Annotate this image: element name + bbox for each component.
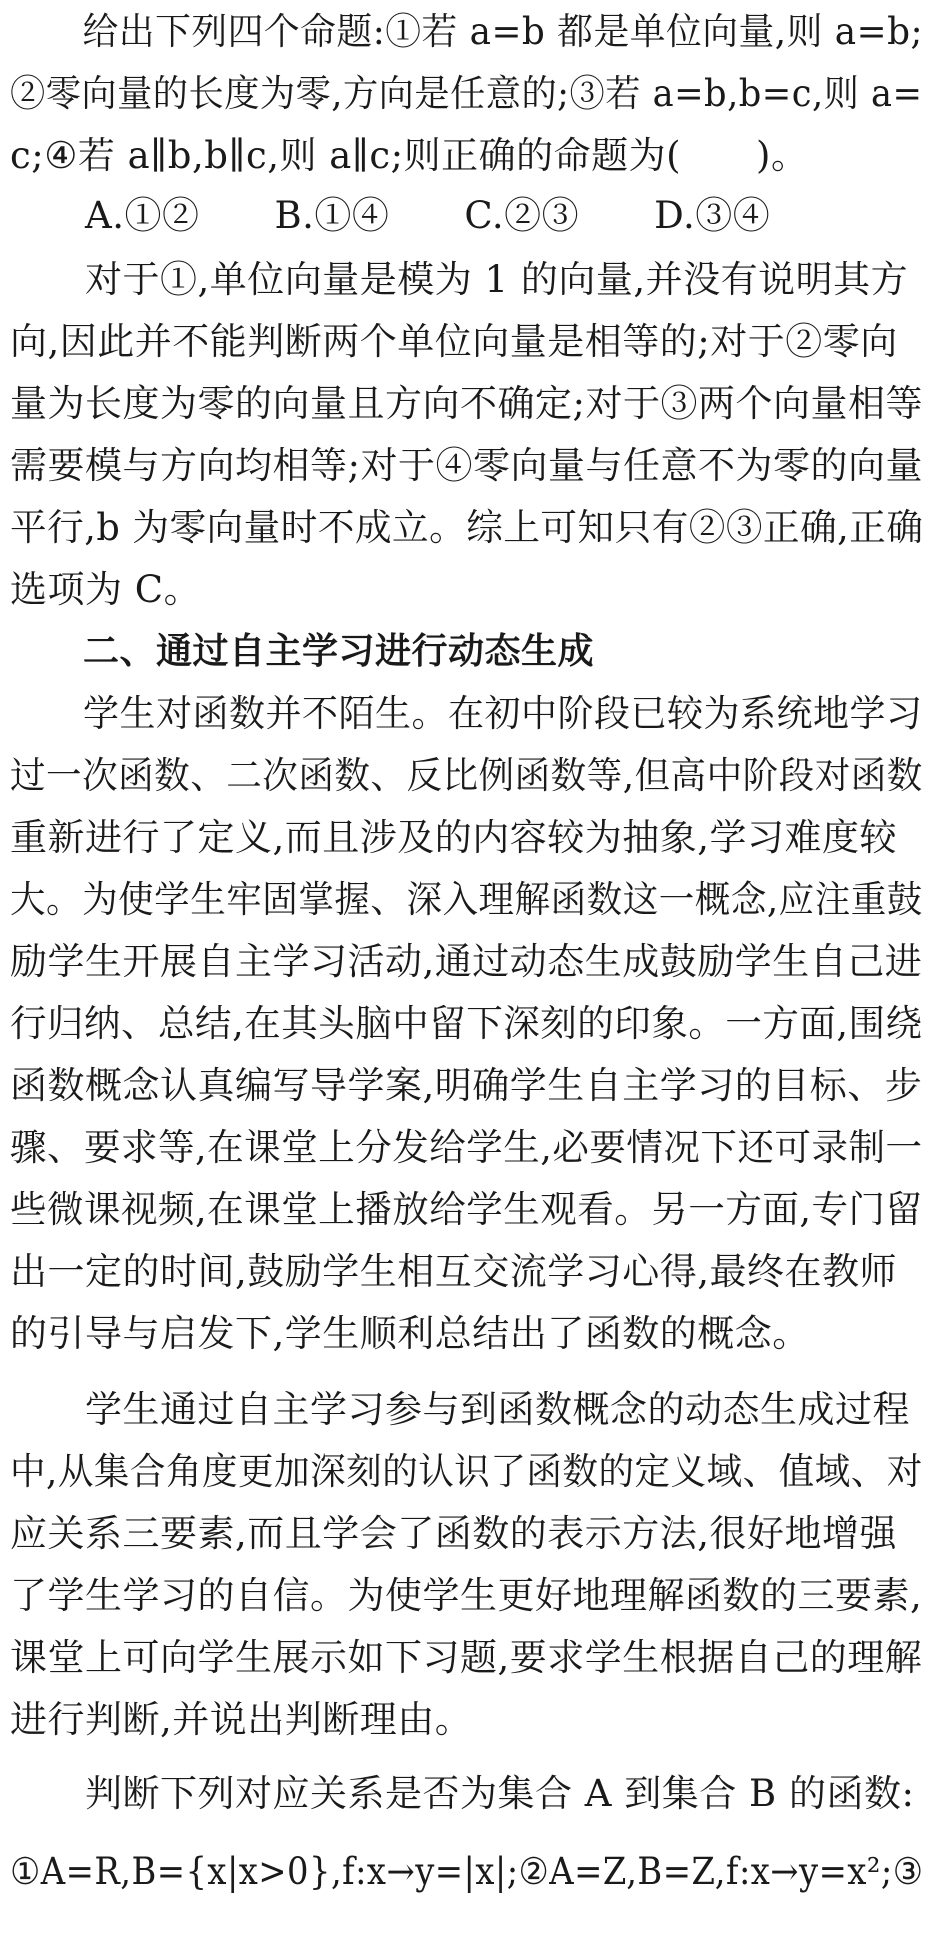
text-line: 进行判断,并说出判断理由。: [10, 1698, 473, 1741]
text-line: ①A=R,B={x|x>0},f:x→y=|x|;②A=Z,B=Z,f:x→y=x²;③: [10, 1850, 924, 1893]
text-line: 骤、要求等,在课堂上分发给学生,必要情况下还可录制一: [10, 1126, 923, 1169]
text-line: 给出下列四个命题:①若 a=b 都是单位向量,则 a=b;: [10, 10, 924, 53]
text-line: 需要模与方向均相等;对于④零向量与任意不为零的向量: [10, 444, 923, 487]
text-line: 课堂上可向学生展示如下习题,要求学生根据自己的理解: [10, 1636, 923, 1679]
text-line: 些微课视频,在课堂上播放给学生观看。另一方面,专门留: [10, 1188, 923, 1231]
text-line: 中,从集合角度更加深刻的认识了函数的定义域、值域、对: [10, 1450, 923, 1493]
text-line: 出一定的时间,鼓励学生相互交流学习心得,最终在教师: [10, 1250, 898, 1293]
text-line: c;④若 a∥b,b∥c,则 a∥c;则正确的命题为( )。: [10, 134, 809, 177]
text-line: 选项为 C。: [10, 568, 202, 611]
text-line: 大。为使学生牢固掌握、深入理解函数这一概念,应注重鼓: [10, 878, 923, 921]
text-line: 平行,b 为零向量时不成立。综上可知只有②③正确,正确: [10, 506, 924, 549]
text-line: 向,因此并不能判断两个单位向量是相等的;对于②零向: [10, 320, 898, 363]
text-line: 判断下列对应关系是否为集合 A 到集合 B 的函数:: [10, 1772, 915, 1815]
text-line: ②零向量的长度为零,方向是任意的;③若 a=b,b=c,则 a=: [10, 72, 923, 115]
text-line: 了学生学习的自信。为使学生更好地理解函数的三要素,: [10, 1574, 923, 1617]
text-line: 重新进行了定义,而且涉及的内容较为抽象,学习难度较: [10, 816, 898, 859]
answer-options: A.①② B.①④ C.②③ D.③④: [10, 194, 771, 237]
text-line: 学生通过自主学习参与到函数概念的动态生成过程: [10, 1388, 910, 1431]
text-line: 应关系三要素,而且学会了函数的表示方法,很好地增强: [10, 1512, 898, 1555]
text-line: 的引导与启发下,学生顺利总结出了函数的概念。: [10, 1312, 810, 1355]
text-line: 量为长度为零的向量且方向不确定;对于③两个向量相等: [10, 382, 923, 425]
text-line: 行归纳、总结,在其头脑中留下深刻的印象。一方面,围绕: [10, 1002, 923, 1045]
text-line: 学生对函数并不陌生。在初中阶段已较为系统地学习: [10, 692, 923, 735]
text-line: 对于①,单位向量是模为 1 的向量,并没有说明其方: [10, 258, 909, 301]
text-line: 励学生开展自主学习活动,通过动态生成鼓励学生自己进: [10, 940, 923, 983]
section-heading: 二、通过自主学习进行动态生成: [10, 631, 595, 672]
text-line: 过一次函数、二次函数、反比例函数等,但高中阶段对函数: [10, 754, 923, 797]
text-line: 函数概念认真编写导学案,明确学生自主学习的目标、步: [10, 1064, 923, 1107]
